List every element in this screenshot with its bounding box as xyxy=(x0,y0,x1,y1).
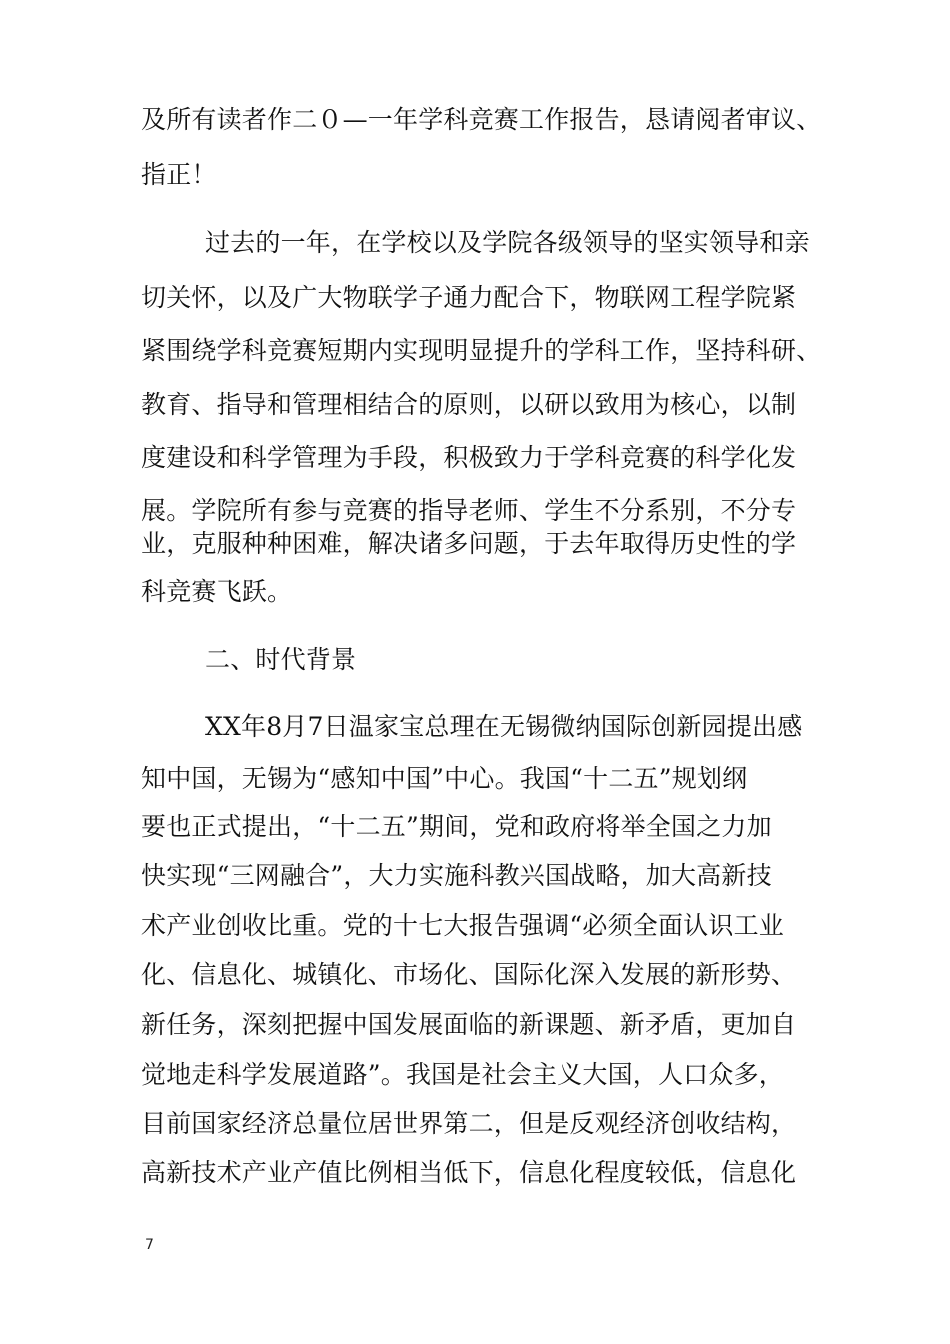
text-line: 展。学院所有参与竞赛的指导老师、学生不分系别，不分专 xyxy=(141,496,797,525)
text-line: 快实现“三网融合”，大力实施科教兴国战略，加大高新技 xyxy=(141,861,772,890)
text-line: 指正！ xyxy=(141,160,217,189)
text-line: 知中国，无锡为“感知中国”中心。我国“十二五”规划纲 xyxy=(141,764,748,793)
text-line: 科竞赛飞跃。 xyxy=(141,577,293,606)
paragraph-first-line: XX年8月7日温家宝总理在无锡微纳国际创新园提出感 xyxy=(205,712,803,741)
text-line: 高新技术产业产值比例相当低下，信息化程度较低，信息化 xyxy=(141,1158,797,1187)
section-heading: 二、时代背景 xyxy=(205,645,357,674)
text-line: 新任务，深刻把握中国发展面临的新课题、新矛盾，更加自 xyxy=(141,1010,797,1039)
text-line: 化、信息化、城镇化、市场化、国际化深入发展的新形势、 xyxy=(141,960,797,989)
text-line: 业，克服种种困难，解决诸多问题，于去年取得历史性的学 xyxy=(141,529,797,558)
text-line: 觉地走科学发展道路”。我国是社会主义大国，人口众多， xyxy=(141,1060,784,1089)
text-line: 术产业创收比重。党的十七大报告强调“必须全面认识工业 xyxy=(141,911,784,940)
text-line: 切关怀，以及广大物联学子通力配合下，物联网工程学院紧 xyxy=(141,283,797,312)
text-line: 要也正式提出，“十二五”期间，党和政府将举全国之力加 xyxy=(141,812,772,841)
text-line: 及所有读者作二０—一年学科竞赛工作报告，恳请阅者审议、 xyxy=(141,105,822,134)
text-line: 度建设和科学管理为手段，积极致力于学科竞赛的科学化发 xyxy=(141,443,797,472)
text-line: 教育、指导和管理相结合的原则，以研以致用为核心，以制 xyxy=(141,390,797,419)
paragraph-first-line: 过去的一年，在学校以及学院各级领导的坚实领导和亲 xyxy=(205,228,810,257)
text-line: 紧围绕学科竞赛短期内实现明显提升的学科工作，坚持科研、 xyxy=(141,336,822,365)
page-number: 7 xyxy=(145,1237,154,1253)
text-line: 目前国家经济总量位居世界第二，但是反观经济创收结构， xyxy=(141,1109,797,1138)
